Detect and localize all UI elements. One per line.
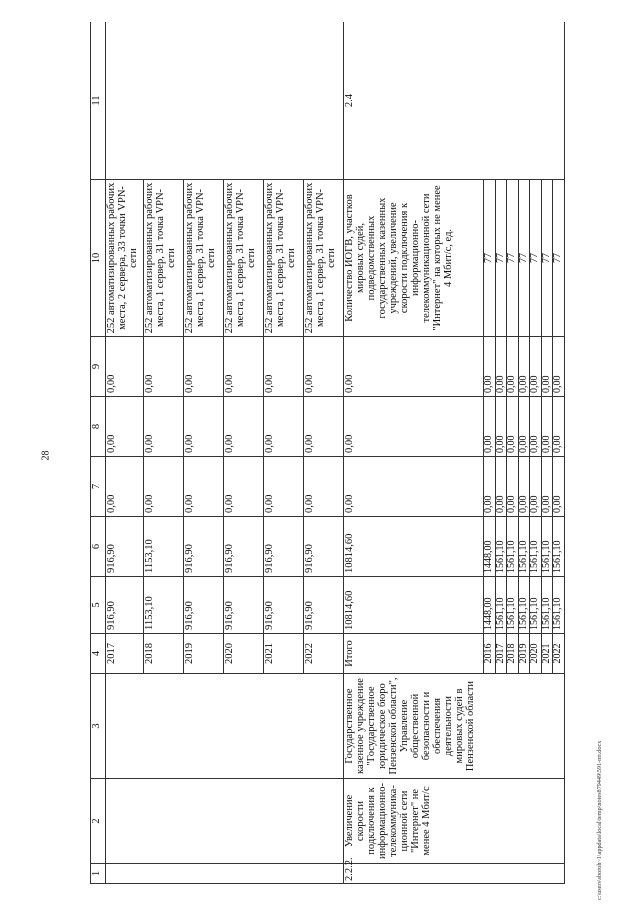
value-cell: 0,00 xyxy=(553,337,565,397)
value-cell: 1448,00 xyxy=(484,517,496,577)
header-cell: 7 xyxy=(91,457,106,517)
result-cell: 77 xyxy=(495,180,507,337)
year-cell: 2020 xyxy=(530,634,542,674)
value-cell: 0,00 xyxy=(184,337,224,397)
value-cell: 916,90 xyxy=(304,517,344,577)
result-cell: 77 xyxy=(507,180,519,337)
value-cell: 0,00 xyxy=(144,397,184,457)
value-cell: 916,90 xyxy=(304,577,344,634)
value-cell: 0,00 xyxy=(495,337,507,397)
header-cell: 11 xyxy=(91,22,106,180)
value-cell: 916,90 xyxy=(224,517,264,577)
rotated-table-frame xyxy=(90,22,600,884)
value-cell: 0,00 xyxy=(530,397,542,457)
result-cell: 77 xyxy=(541,180,553,337)
value-cell: 916,90 xyxy=(264,577,304,634)
result-cell: 77 xyxy=(530,180,542,337)
empty-cell xyxy=(106,864,344,884)
header-cell: 10 xyxy=(91,180,106,337)
file-path-footer: c:\users\sboroh~1\appdata\local\temp\notes879449\591-пп.docx xyxy=(596,740,603,900)
indicator-cell: Количество ИОГВ, участков мировых судей, подведомственных государственных казенных учреждений, увеличение скорости подключения к информационно-телекоммуникационной сети "Интернет" на которых не менее 4 Мбит/с, ед. xyxy=(344,180,484,337)
value-cell: 1561,10 xyxy=(495,577,507,634)
header-cell: 5 xyxy=(91,577,106,634)
value-cell: 0,00 xyxy=(507,337,519,397)
empty-cell xyxy=(106,674,344,779)
value-cell: 1561,10 xyxy=(507,517,519,577)
value-cell: 0,00 xyxy=(184,397,224,457)
empty-cell xyxy=(106,779,344,864)
value-cell: 0,00 xyxy=(484,457,496,517)
value-cell: 0,00 xyxy=(495,457,507,517)
result-cell: 77 xyxy=(484,180,496,337)
header-cell: 1 xyxy=(91,864,106,884)
value-cell: 0,00 xyxy=(304,457,344,517)
year-cell: 2022 xyxy=(553,634,565,674)
value-cell: 0,00 xyxy=(530,457,542,517)
table-row xyxy=(106,22,144,884)
value-cell: 0,00 xyxy=(553,457,565,517)
value-cell: 0,00 xyxy=(106,397,144,457)
item-name: Увеличение скорости подключения к информационно-телекоммуника-ционной сети "Интернет" не менее 4 Мбит/с xyxy=(344,779,565,864)
total-value-cell: 0,00 xyxy=(344,457,484,517)
year-cell: 2021 xyxy=(264,634,304,674)
year-cell: 2022 xyxy=(304,634,344,674)
value-cell: 0,00 xyxy=(541,457,553,517)
header-row xyxy=(91,22,106,884)
value-cell: 0,00 xyxy=(264,337,304,397)
header-cell: 9 xyxy=(91,337,106,397)
value-cell: 0,00 xyxy=(553,397,565,457)
year-cell: 2018 xyxy=(507,634,519,674)
value-cell: 0,00 xyxy=(224,457,264,517)
result-cell: 252 автоматизированных рабочих места, 1 сервер, 31 точка VPN-сети xyxy=(184,180,224,337)
result-cell: 252 автоматизированных рабочих места, 1 сервер, 31 точка VPN-сети xyxy=(264,180,304,337)
value-cell: 1561,10 xyxy=(518,577,530,634)
value-cell: 0,00 xyxy=(304,337,344,397)
header-cell: 8 xyxy=(91,397,106,457)
value-cell: 916,90 xyxy=(184,517,224,577)
value-cell: 1153,10 xyxy=(144,517,184,577)
value-cell: 916,90 xyxy=(264,517,304,577)
value-cell: 0,00 xyxy=(495,397,507,457)
program-table xyxy=(90,22,565,884)
value-cell: 0,00 xyxy=(518,397,530,457)
value-cell: 0,00 xyxy=(507,397,519,457)
total-value-cell: 10814,60 xyxy=(344,577,484,634)
value-cell: 1561,10 xyxy=(553,577,565,634)
header-cell: 4 xyxy=(91,634,106,674)
year-cell: 2020 xyxy=(224,634,264,674)
header-cell: 6 xyxy=(91,517,106,577)
value-cell: 0,00 xyxy=(484,337,496,397)
value-cell: 0,00 xyxy=(264,397,304,457)
year-cell: 2017 xyxy=(106,634,144,674)
value-cell: 1153,10 xyxy=(144,577,184,634)
value-cell: 1561,10 xyxy=(541,577,553,634)
value-cell: 916,90 xyxy=(106,577,144,634)
total-value-cell: 0,00 xyxy=(344,397,484,457)
item-executor: Государственное казенное учреждение "Государственное юридическое бюро Пензенской области", Управление общественной безопасности и обеспечения деятельности мировых судей в Пензенской области xyxy=(344,674,565,779)
year-cell: 2019 xyxy=(518,634,530,674)
value-cell: 0,00 xyxy=(484,397,496,457)
page-number: 28 xyxy=(40,450,52,461)
result-cell: 77 xyxy=(553,180,565,337)
value-cell: 0,00 xyxy=(507,457,519,517)
result-cell: 252 автоматизированных рабочих места, 1 сервер, 31 точка VPN-сети xyxy=(144,180,184,337)
value-cell: 916,90 xyxy=(184,577,224,634)
result-cell: 252 автоматизированных рабочих места, 2 сервера, 33 точки VPN-сети xyxy=(106,180,144,337)
landscape-page xyxy=(90,22,600,884)
year-cell: 2019 xyxy=(184,634,224,674)
value-cell: 0,00 xyxy=(144,337,184,397)
value-cell: 916,90 xyxy=(106,517,144,577)
result-cell: 77 xyxy=(518,180,530,337)
value-cell: 916,90 xyxy=(224,577,264,634)
total-value-cell: 0,00 xyxy=(344,337,484,397)
result-cell: 252 автоматизированных рабочих места, 1 сервер, 31 точка VPN-сети xyxy=(224,180,264,337)
value-cell: 1561,10 xyxy=(518,517,530,577)
empty-cell xyxy=(106,22,344,180)
value-cell: 0,00 xyxy=(518,457,530,517)
value-cell: 0,00 xyxy=(518,337,530,397)
item-row xyxy=(344,22,484,884)
year-cell: 2021 xyxy=(541,634,553,674)
value-cell: 1448,00 xyxy=(484,577,496,634)
value-cell: 0,00 xyxy=(541,337,553,397)
value-cell: 1561,10 xyxy=(530,577,542,634)
value-cell: 1561,10 xyxy=(530,517,542,577)
year-cell: 2017 xyxy=(495,634,507,674)
indicator-code: 2.4 xyxy=(344,22,565,180)
value-cell: 1561,10 xyxy=(495,517,507,577)
value-cell: 0,00 xyxy=(224,337,264,397)
value-cell: 0,00 xyxy=(224,397,264,457)
value-cell: 0,00 xyxy=(106,337,144,397)
year-cell: 2016 xyxy=(484,634,496,674)
value-cell: 1561,10 xyxy=(553,517,565,577)
header-cell: 2 xyxy=(91,779,106,864)
value-cell: 0,00 xyxy=(106,457,144,517)
total-value-cell: 10814,60 xyxy=(344,517,484,577)
value-cell: 0,00 xyxy=(304,397,344,457)
value-cell: 1561,10 xyxy=(541,517,553,577)
value-cell: 0,00 xyxy=(184,457,224,517)
total-label: Итого xyxy=(344,634,484,674)
value-cell: 0,00 xyxy=(144,457,184,517)
value-cell: 0,00 xyxy=(541,397,553,457)
value-cell: 1561,10 xyxy=(507,577,519,634)
year-cell: 2018 xyxy=(144,634,184,674)
header-cell: 3 xyxy=(91,674,106,779)
value-cell: 0,00 xyxy=(264,457,304,517)
result-cell: 252 автоматизированных рабочих места, 1 сервер, 31 точка VPN-сети xyxy=(304,180,344,337)
item-number: 2.2.2. xyxy=(344,864,565,884)
value-cell: 0,00 xyxy=(530,337,542,397)
